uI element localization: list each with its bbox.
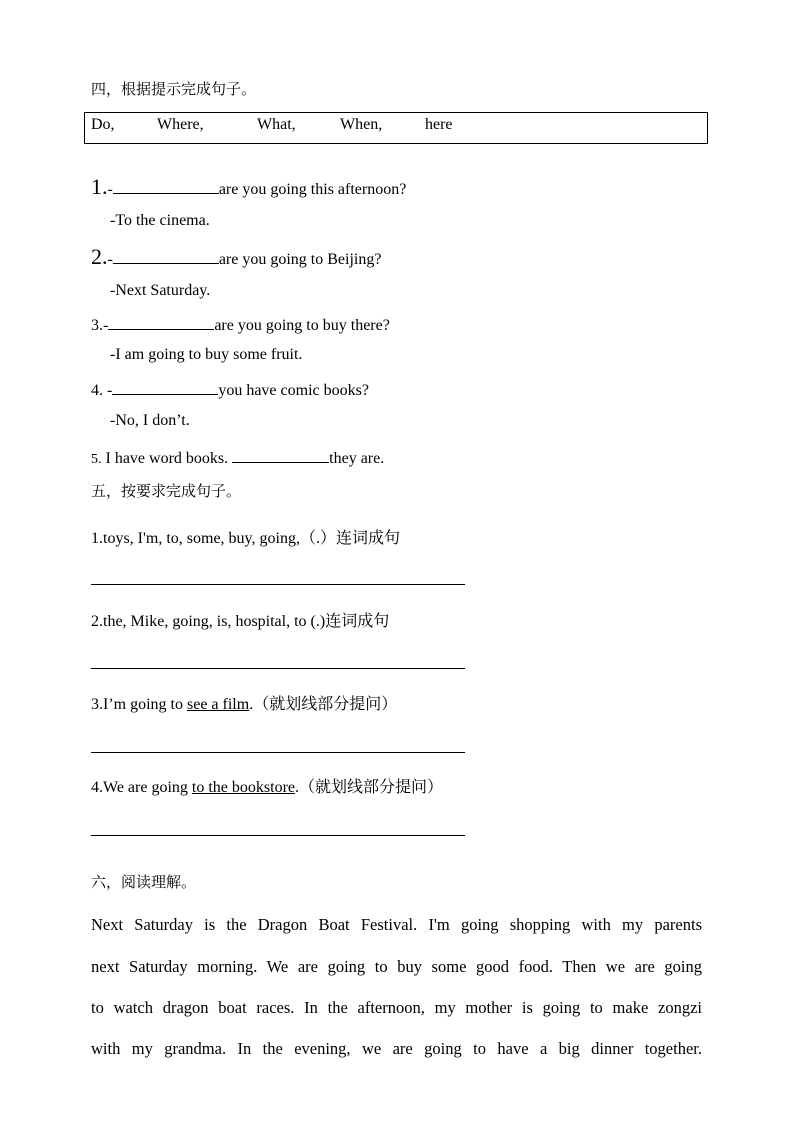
task-1: 1.toys, I'm, to, some, buy, going,（.）连词成句 (91, 530, 400, 547)
answer-1: -To the cinema. (110, 212, 210, 229)
answer-3: -I am going to buy some fruit. (110, 346, 303, 363)
answer-blank[interactable] (112, 379, 218, 395)
question-number: 1. (91, 174, 108, 199)
answer-blank[interactable] (108, 314, 214, 330)
question-2: 2.- are you going to Beijing? (91, 244, 382, 269)
answer-blank[interactable] (113, 248, 219, 264)
question-3 (91, 314, 390, 335)
answer-line[interactable] (91, 668, 465, 669)
question-number: 2. (91, 244, 108, 269)
reading-line: Next Saturday is the Dragon Boat Festival. I'm going shopping with my parents (91, 915, 702, 934)
question-4: 4. - you have comic books? (91, 379, 369, 400)
reading-line: next Saturday morning. We are going to buy some good food. Then we are going (91, 957, 702, 976)
question-text: they are. (329, 450, 385, 467)
word-bank-item: When, (340, 116, 383, 133)
task-4: 4.We are going to the bookstore.（就划线部分提问） (91, 779, 444, 796)
word-bank-item: What, (257, 116, 296, 133)
question-number: 3.- (91, 317, 109, 334)
answer-4: -No, I don’t. (110, 412, 190, 429)
question-1: 1.- are you going this afternoon? (91, 174, 407, 199)
underlined-phrase: see a film (187, 696, 250, 713)
reading-line: to watch dragon boat races. In the afternoon, my mother is going to make zongzi (91, 998, 702, 1017)
question-text: are you going this afternoon? (218, 181, 407, 198)
answer-blank[interactable] (232, 447, 329, 463)
answer-2: -Next Saturday. (110, 282, 211, 299)
section-4-heading: 四，根据提示完成句子。 (91, 80, 257, 98)
answer-line[interactable] (91, 752, 465, 753)
question-text: you have comic books? (218, 382, 369, 399)
answer-line[interactable] (91, 835, 465, 836)
question-text: are you going to buy there? (214, 317, 390, 334)
word-bank-item: here (425, 116, 453, 133)
question-pre: I have word books. (105, 450, 229, 467)
word-bank-item: Do, (91, 116, 115, 133)
task-2: 2.the, Mike, going, is, hospital, to (.)连词成句 (91, 613, 390, 630)
question-number: 5. (91, 452, 102, 467)
underlined-phrase: to the bookstore (191, 779, 295, 796)
question-text: are you going to Beijing? (218, 251, 382, 268)
section-5-heading: 五，按要求完成句子。 (91, 482, 242, 500)
answer-blank[interactable] (113, 178, 219, 194)
task-3: 3.I’m going to see a film.（就划线部分提问） (91, 696, 398, 713)
question-5 (91, 447, 384, 468)
word-bank-item: Where, (157, 116, 204, 133)
reading-line: with my grandma. In the evening, we are going to have a big dinner together. (91, 1039, 702, 1058)
section-6-heading: 六，阅读理解。 (91, 873, 197, 891)
answer-line[interactable] (91, 584, 465, 585)
question-number: 4. (91, 382, 103, 399)
